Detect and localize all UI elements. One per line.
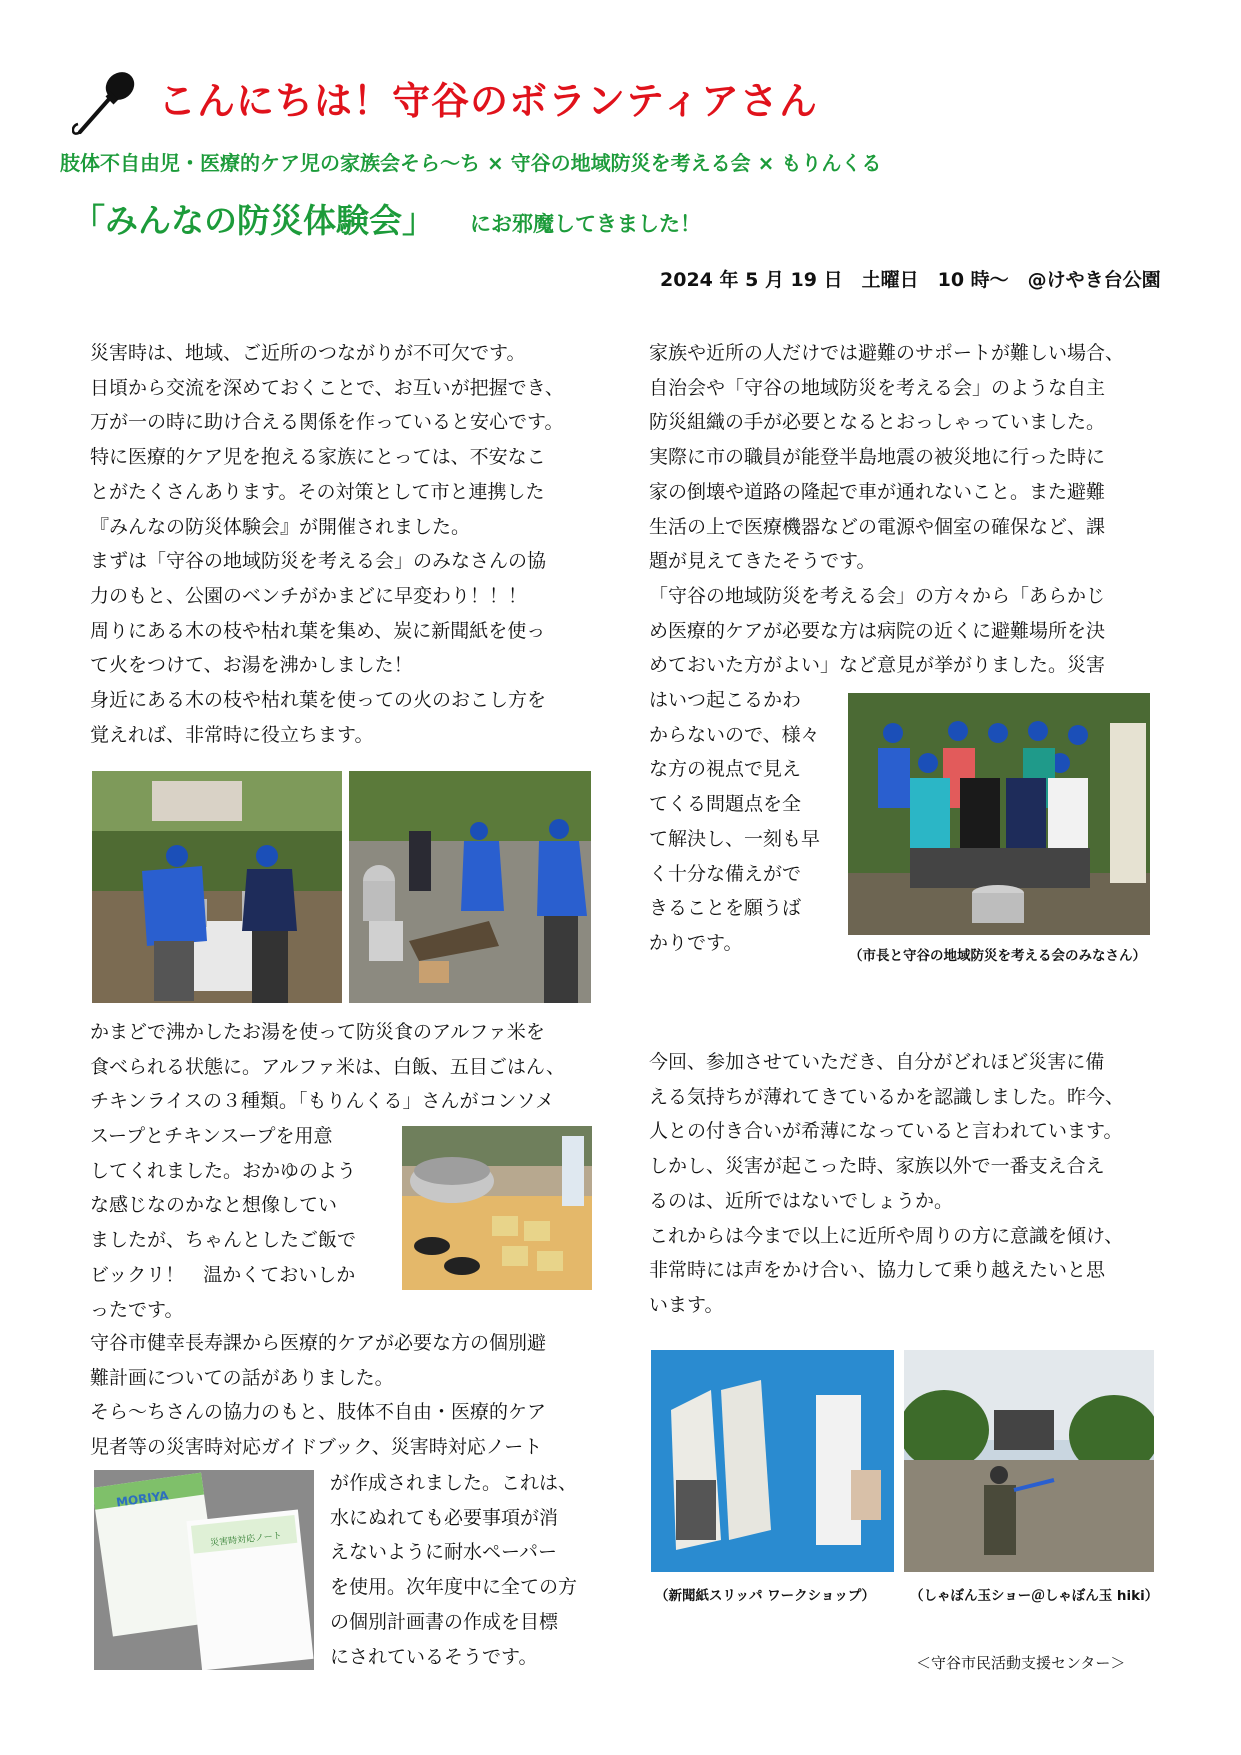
evacuation-paragraph: 家族や近所の人だけでは避難のサポートが難しい場合、 自治会や「守谷の地域防災を考える会」のような自主 防災組織の手が必要となるとおっしゃっていました。 実際に市の職員が能登半島地震の被災地に行った時に 家の倒壊や道路の隆起で車が通れないこと。また避難 生活の上で医療機器などの電源や個室の確保など、課 題が見えてきたそうです。 「守谷の地域防災を考える会」の方々から「あらかじ め医療的ケアが必要な方は病院の近くに避難場所を決 めておいた方がよい」など意見が挙がりました。災害 xyxy=(649,342,1125,677)
guidebook-photo xyxy=(94,1470,314,1670)
organizer-subtitle: 肢体不自由児・医療的ケア児の家族会そら～ち × 守谷の地域防災を考える会 × もりんくる xyxy=(60,151,882,175)
mayor-group-photo xyxy=(848,693,1150,935)
guidebook-paragraph: 守谷市健幸長寿課から医療的ケアが必要な方の個別避 難計画についての話がありました。 そら～ちさんの協力のもと、肢体不自由・医療的ケア 児者等の災害時対応ガイドブック、災害時対応ノート xyxy=(90,1332,547,1459)
alpha-rice-paragraph: かまどで沸かしたお湯を使って防災食のアルファ米を 食べられる状態に。アルファ米は、白飯、五目ごはん、 チキンライスの３種類。「もりんくる」さんがコンソメ xyxy=(90,1021,566,1113)
slipper-photo-caption: （新聞紙スリッパ ワークショップ） xyxy=(655,1588,876,1604)
food-photo xyxy=(402,1126,592,1290)
firewood-photo xyxy=(349,771,591,1003)
page-title: こんにちは！守谷のボランティアさん xyxy=(158,79,818,123)
alpha-rice-paragraph-cont: スープとチキンスープを用意 してくれました。おかゆのよう な感じなのかなと想像してい ましたが、ちゃんとしたご飯で ビックリ！ 温かくておいしか ったです。 xyxy=(90,1125,357,1321)
event-title-tail: にお邪魔してきました！ xyxy=(470,212,701,236)
bubble-photo-caption: （しゃぼん玉ショー＠しゃぼん玉 hiki） xyxy=(910,1588,1159,1604)
intro-paragraph: 災害時は、地域、ご近所のつながりが不可欠です。 日頃から交流を深めておくことで、お互いが把握でき、 万が一の時に助け合える関係を作っていると安心です。 特に医療的ケア児を抱える家族にとっては、不安なこ とがたくさんあります。その対策として市と連携した 『みんなの防災体験会』が開催されました。 まずは「守谷の地域防災を考える会」のみなさんの協 力のもと、公園のベンチがかまどに早変わり！！！ 周りにある木の枝や枯れ葉を集め、炭に新聞紙を使っ て火をつけて、お湯を沸かしました！ 身近にある木の枝や枯れ葉を使っての火のおこし方を 覚えれば、非常時に役立ちます。 xyxy=(90,342,564,746)
bubble-show-photo xyxy=(904,1350,1154,1572)
guidebook-paragraph-cont: が作成されました。これは、 水にぬれても必要事項が消 えないように耐水ペーパー を使用。次年度中に全ての方 の個別計画書の作成を目標 にされているそうです。 xyxy=(330,1472,578,1668)
stove-photo xyxy=(92,771,342,1003)
slipper-photo xyxy=(651,1350,894,1572)
credit-line: ＜守谷市民活動支援センター＞ xyxy=(916,1654,1126,1672)
microphone-icon xyxy=(72,66,142,138)
event-date-line: 2024 年 5 月 19 日 土曜日 10 時～ @けやき台公園 xyxy=(660,269,1161,291)
notebook-title: 災害時対応ノート xyxy=(209,1531,283,1549)
reflection-paragraph: 今回、参加させていただき、自分がどれほど災害に備 える気持ちが薄れてきているかを認識しました。昨今、 人との付き合いが希薄になっていると言われています。 しかし、災害が起こった時、家族以外で一番支え合え るのは、近所ではないでしょうか。 これからは今まで以上に近所や周りの方に意識を傾け、 非常時には声をかけ合い、協力して乗り越えたいと思 います。 xyxy=(649,1051,1125,1316)
evacuation-paragraph-cont: はいつ起こるかわ からないので、様々 な方の視点で見え てくる問題点を全 て解決し、一刻も早 く十分な備えがで きることを願うば かりです。 xyxy=(649,689,821,954)
mayor-photo-caption: （市長と守谷の地域防災を考える会のみなさん） xyxy=(849,948,1146,964)
guidebook-logo: MORIYA xyxy=(115,1488,170,1510)
event-title: 「みんなの防災体験会」 xyxy=(72,201,435,240)
